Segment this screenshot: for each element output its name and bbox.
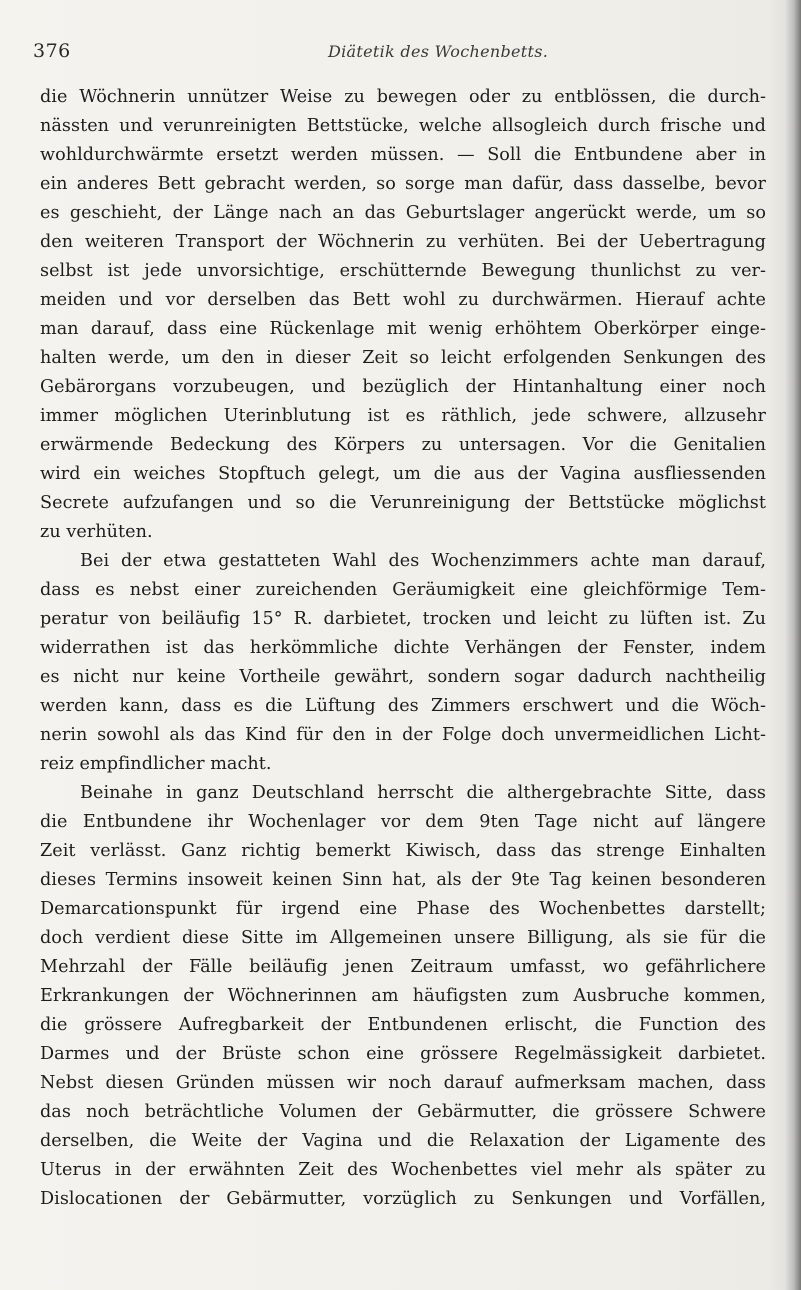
text-line: Darmes und der Brüste schon eine grössere Regelmässigkeit darbietet.	[40, 1044, 766, 1064]
page-edge-shadow	[785, 0, 801, 1290]
text-line: immer möglichen Uterinblutung ist es räthlich, jede schwere, allzusehr	[40, 406, 766, 426]
text-line: derselben, die Weite der Vagina und die Relaxation der Ligamente des	[40, 1131, 766, 1151]
text-line: die Entbundene ihr Wochenlager vor dem 9ten Tage nicht auf längere	[40, 812, 766, 832]
text-line: ein anderes Bett gebracht werden, so sorge man dafür, dass dasselbe, bevor	[40, 174, 766, 194]
text-line: Secrete aufzufangen und so die Verunreinigung der Bettstücke möglichst	[40, 493, 766, 513]
text-line: dass es nebst einer zureichenden Geräumigkeit eine gleichförmige Tem-	[40, 580, 766, 600]
text-line: Nebst diesen Gründen müssen wir noch darauf aufmerksam machen, dass	[40, 1073, 766, 1093]
text-line: werden kann, dass es die Lüftung des Zimmers erschwert und die Wöch-	[40, 696, 766, 716]
text-line: es nicht nur keine Vortheile gewährt, sondern sogar dadurch nachtheilig	[40, 667, 766, 687]
page-header	[0, 40, 801, 70]
text-line: Beinahe in ganz Deutschland herrscht die althergebrachte Sitte, dass	[80, 783, 766, 803]
page-number: 376	[33, 40, 71, 62]
text-line: Gebärorgans vorzubeugen, und bezüglich der Hintanhaltung einer noch	[40, 377, 766, 397]
text-line: zu verhüten.	[40, 522, 153, 542]
text-line: Dislocationen der Gebärmutter, vorzüglich zu Senkungen und Vorfällen,	[40, 1189, 766, 1209]
text-line: Uterus in der erwähnten Zeit des Wochenbettes viel mehr als später zu	[40, 1160, 766, 1180]
text-line: wohldurchwärmte ersetzt werden müssen. — Soll die Entbundene aber in	[40, 145, 766, 165]
text-line: man darauf, dass eine Rückenlage mit wenig erhöhtem Oberkörper einge-	[40, 319, 766, 339]
text-line: Demarcationspunkt für irgend eine Phase des Wochenbettes darstellt;	[40, 899, 766, 919]
text-line: wird ein weiches Stopftuch gelegt, um die aus der Vagina ausfliessenden	[40, 464, 766, 484]
text-line: halten werde, um den in dieser Zeit so leicht erfolgenden Senkungen des	[40, 348, 766, 368]
text-line: Mehrzahl der Fälle beiläufig jenen Zeitraum umfasst, wo gefährlichere	[40, 957, 766, 977]
text-line: reiz empfindlicher macht.	[40, 754, 272, 774]
text-line: die grössere Aufregbarkeit der Entbundenen erlischt, die Function des	[40, 1015, 766, 1035]
text-line: das noch beträchtliche Volumen der Gebärmutter, die grössere Schwere	[40, 1102, 766, 1122]
text-line: nässten und verunreinigten Bettstücke, welche allsogleich durch frische und	[40, 116, 766, 136]
text-line: Zeit verlässt. Ganz richtig bemerkt Kiwisch, dass das strenge Einhalten	[40, 841, 766, 861]
text-line: nerin sowohl als das Kind für den in der Folge doch unvermeidlichen Licht-	[40, 725, 766, 745]
body-text	[40, 83, 766, 1214]
text-line: selbst ist jede unvorsichtige, erschütternde Bewegung thunlichst zu ver-	[40, 261, 766, 281]
text-line: meiden und vor derselben das Bett wohl zu durchwärmen. Hierauf achte	[40, 290, 766, 310]
text-line: dieses Termins insoweit keinen Sinn hat, als der 9te Tag keinen besonderen	[40, 870, 766, 890]
text-line: Bei der etwa gestatteten Wahl des Wochenzimmers achte man darauf,	[80, 551, 766, 571]
text-line: erwärmende Bedeckung des Körpers zu untersagen. Vor die Genitalien	[40, 435, 766, 455]
running-head: Diätetik des Wochenbetts.	[328, 42, 549, 61]
text-line: Erkrankungen der Wöchnerinnen am häufigsten zum Ausbruche kommen,	[40, 986, 766, 1006]
text-line: es geschieht, der Länge nach an das Geburtslager angerückt werde, um so	[40, 203, 766, 223]
text-line: widerrathen ist das herkömmliche dichte Verhängen der Fenster, indem	[40, 638, 766, 658]
text-line: peratur von beiläufig 15° R. darbietet, trocken und leicht zu lüften ist. Zu	[40, 609, 766, 629]
text-line: die Wöchnerin unnützer Weise zu bewegen oder zu entblössen, die durch-	[40, 87, 766, 107]
text-line: den weiteren Transport der Wöchnerin zu verhüten. Bei der Uebertragung	[40, 232, 766, 252]
text-line: doch verdient diese Sitte im Allgemeinen unsere Billigung, als sie für die	[40, 928, 766, 948]
